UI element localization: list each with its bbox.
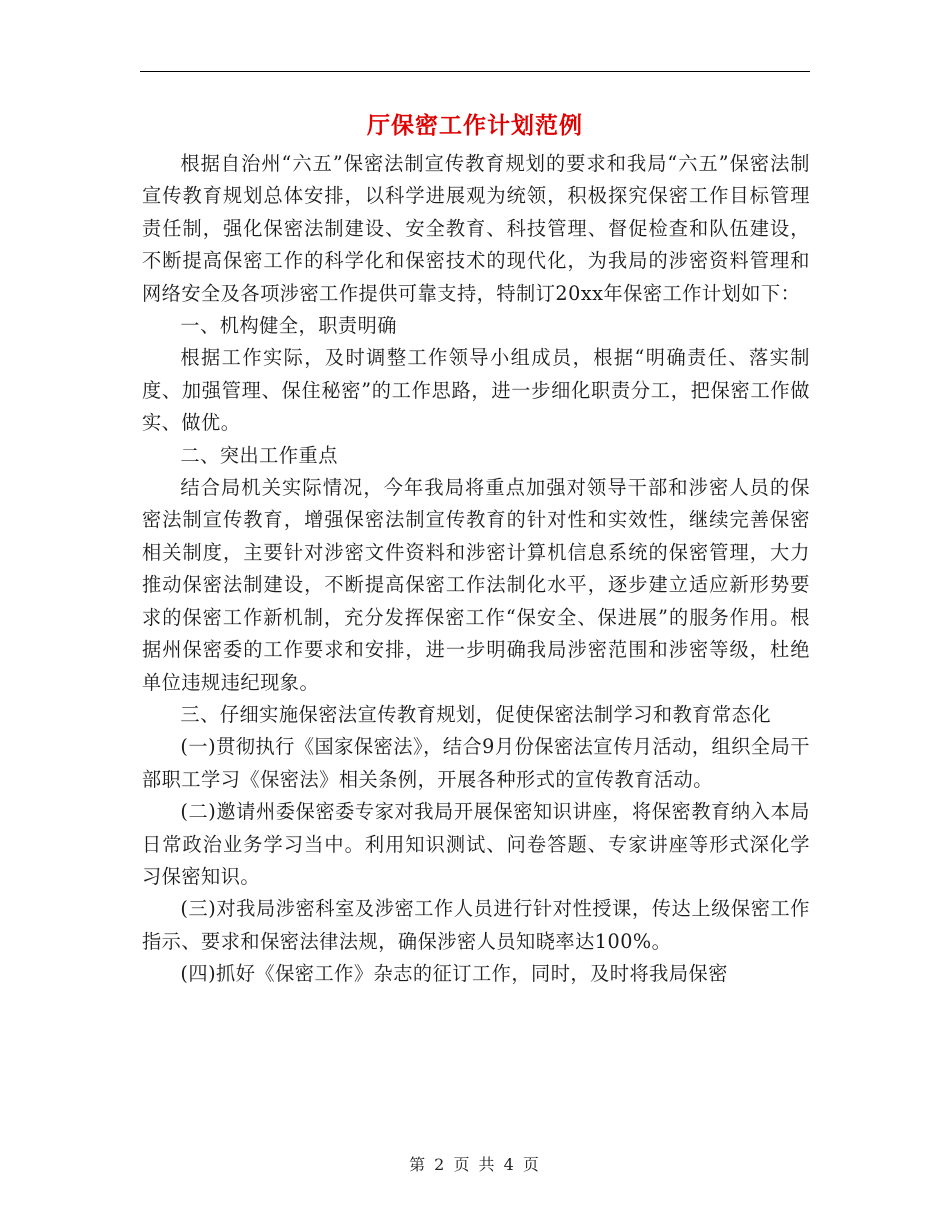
section-heading-2: 二、突出工作重点 [180, 443, 338, 467]
document-title: 厅保密工作计划范例 [367, 112, 583, 139]
list-item-1: (一)贯彻执行《国家保密法》，结合9月份保密法宣传月活动，组织全局干部职工学习《保密法》相关条例，开展各种形式的宣传教育活动。 [142, 735, 810, 791]
header-rule [140, 71, 810, 72]
section-heading-1: 一、机构健全，职责明确 [180, 314, 397, 338]
paragraph-section-1: 根据工作实际，及时调整工作领导小组成员，根据“明确责任、落实制度、加强管理、保住秘密”的工作思路，进一步细化职责分工，把保密工作做实、做优。 [142, 346, 810, 435]
paragraph-section-2: 结合局机关实际情况，今年我局将重点加强对领导干部和涉密人员的保密法制宣传教育，增强保密法制宣传教育的针对性和实效性，继续完善保密相关制度，主要针对涉密文件资料和涉密计算机信息系统的保密管理，大力推动保密法制建设，不断提高保密工作法制化水平，逐步建立适应新形势要求的保密工作新机制，充分发挥保密工作“保安全、保进展”的服务作用。根据州保密委的工作要求和安排，进一步明确我局涉密范围和涉密等级，杜绝单位违规违纪现象。 [142, 476, 810, 694]
section-heading-3: 三、仔细实施保密法宣传教育规划，促使保密法制学习和教育常态化 [180, 702, 772, 726]
paragraph-intro: 根据自治州“六五”保密法制宣传教育规划的要求和我局“六五”保密法制宣传教育规划总体安排，以科学进展观为统领，积极探究保密工作目标管理责任制，强化保密法制建设、安全教育、科技管理、督促检查和队伍建设，不断提高保密工作的科学化和保密技术的现代化，为我局的涉密资料管理和网络安全及各项涉密工作提供可靠支持，特制订20xx年保密工作计划如下： [142, 152, 810, 305]
list-item-4: (四)抓好《保密工作》杂志的征订工作，同时，及时将我局保密 [180, 962, 728, 986]
list-item-2: (二)邀请州委保密委专家对我局开展保密知识讲座，将保密教育纳入本局日常政治业务学习当中。利用知识测试、问卷答题、专家讲座等形式深化学习保密知识。 [142, 800, 810, 888]
page-number: 第 2 页 共 4 页 [409, 1155, 541, 1174]
list-item-3: (三)对我局涉密科室及涉密工作人员进行针对性授课，传达上级保密工作指示、要求和保密法律法规，确保涉密人员知晓率达100%。 [142, 897, 810, 953]
document-body [142, 148, 810, 991]
